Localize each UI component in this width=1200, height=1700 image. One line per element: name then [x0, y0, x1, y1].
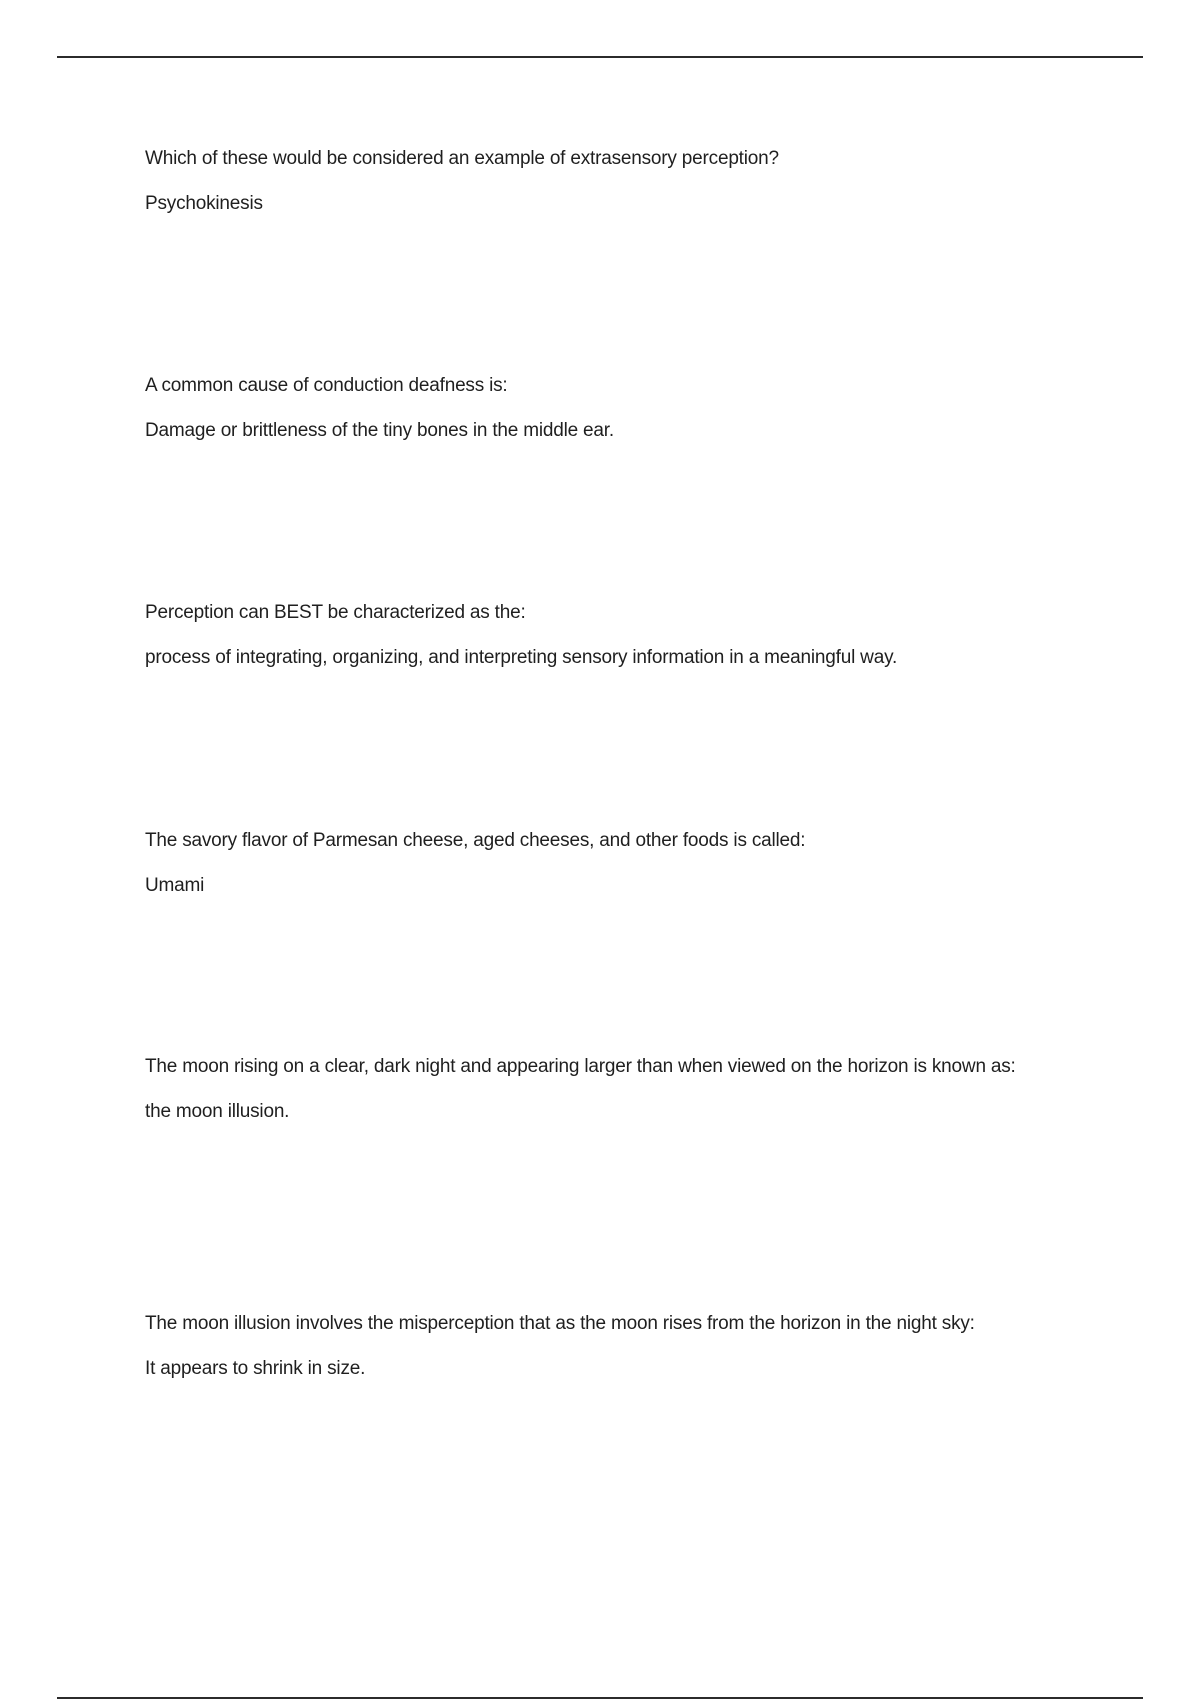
question-text: The savory flavor of Parmesan cheese, aged cheeses, and other foods is called: [145, 830, 806, 851]
answer-text: Psychokinesis [145, 193, 263, 214]
question-text: Which of these would be considered an example of extrasensory perception? [145, 148, 779, 169]
answer-text: process of integrating, organizing, and interpreting sensory information in a meaningful way. [145, 647, 898, 668]
question-text: The moon rising on a clear, dark night and appearing larger than when viewed on the horizon is known as: [145, 1056, 1016, 1077]
answer-text: the moon illusion. [145, 1101, 290, 1122]
qa-item [145, 827, 1075, 900]
answer-text: Damage or brittleness of the tiny bones in the middle ear. [145, 420, 614, 441]
footer-rule [57, 1697, 1143, 1699]
question-text: The moon illusion involves the misperception that as the moon rises from the horizon in the night sky: [145, 1313, 975, 1334]
question-text: Perception can BEST be characterized as the: [145, 602, 526, 623]
qa-item [145, 1053, 1075, 1126]
question-text: A common cause of conduction deafness is: [145, 375, 508, 396]
qa-item [145, 599, 1075, 672]
answer-text: It appears to shrink in size. [145, 1358, 366, 1379]
qa-item [145, 372, 1075, 445]
qa-item [145, 145, 1075, 218]
answer-text: Umami [145, 875, 205, 896]
header-rule [57, 56, 1143, 58]
qa-item [145, 1310, 1075, 1383]
